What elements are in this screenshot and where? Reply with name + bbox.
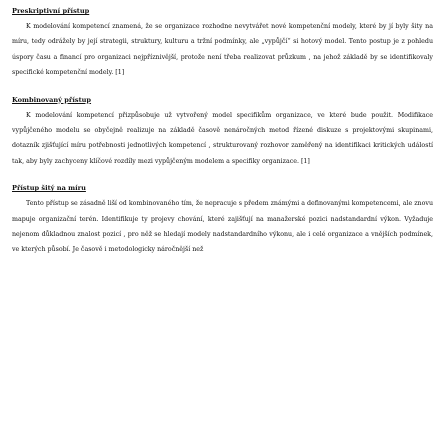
section-heading: Preskriptivní přístup <box>12 7 90 15</box>
section-paragraph: Tento přístup se zásadně liší od kombinovaného tím, že nepracuje s předem známými a definovanými kompetencemi, ale znovu mapuje organizační terén. Identifikuje ty projevy chování, které zajišťují na manažerské pozici nadstandardní výkon. Vyžaduje nejenom důkladnou znalost pozicí , pro něž se hledají modely nadstandardního výkonu, ale i celé organizace a vnějších podmínek, ve kterých působí. Je časově i metodologicky náročnější než <box>12 200 433 254</box>
section-paragraph: K modelování kompetencí znamená, že se organizace rozhodne nevytvářet nové kompetenční modely, které by jí byly šity na míru, tedy odrážely by její strategii, struktury, kulturu a tržní podmínky, ale „vypůjčí“ si hotový model. Tento postup je z pohledu úspory času a financí pro organizaci nejpříznivější, protože není třeba realizovat průzkum , na jehož základě by se identifikovaly specifické kompetenční modely. [1] <box>12 23 433 77</box>
section-heading: Přístup šitý na míru <box>12 184 86 193</box>
section-kombinovany <box>12 95 433 170</box>
section-siti-na-miru <box>12 183 433 258</box>
section-preskriptivni <box>12 6 433 81</box>
section-paragraph: K modelování kompetencí přizpůsobuje už vytvořený model specifikům organizace, ve které bude použit. Modifikace vypůjčeného modelu se obyčejně realizuje na základě časově nenáročných metod řízené diskuze s projektovými skupinami, dotazník zjišťující míru potřebnosti jednotlivých kompetencí , strukturovaný rozhovor zaměřený na identifikaci kritických událostí tak, aby byly zachyceny klíčové rozdíly mezi vypůjčeným modelem a specifiky organizace. [1] <box>12 111 433 165</box>
section-heading: Kombinovaný přístup <box>12 95 92 104</box>
